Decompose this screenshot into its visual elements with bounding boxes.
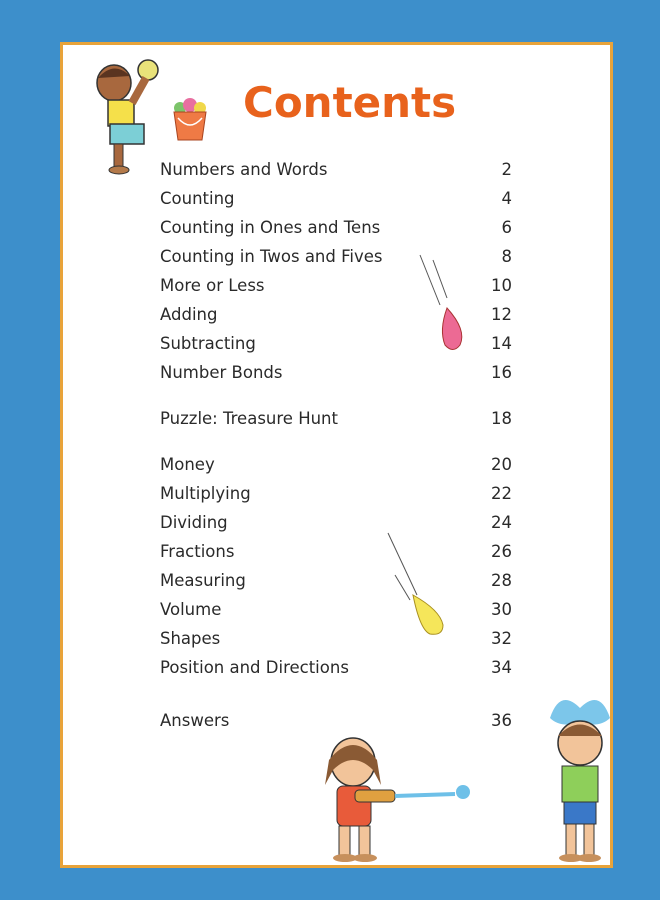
entry-title: Numbers and Words xyxy=(160,159,328,179)
splashed-boy-illustration xyxy=(540,688,620,866)
entry-title: Fractions xyxy=(160,541,235,561)
entry-title: Counting xyxy=(160,188,235,208)
entry-page-number: 18 xyxy=(491,408,512,428)
contents-entry xyxy=(160,655,512,679)
bucket-of-balloons-icon xyxy=(170,96,210,142)
entry-page-number: 28 xyxy=(491,570,512,590)
entry-page-number: 8 xyxy=(501,246,512,266)
entry-title: Counting in Ones and Tens xyxy=(160,217,381,237)
entry-title: Multiplying xyxy=(160,483,251,503)
contents-entry xyxy=(160,708,512,732)
entry-title: Number Bonds xyxy=(160,362,283,382)
contents-entry xyxy=(160,452,512,476)
entry-page-number: 4 xyxy=(501,188,512,208)
entry-page-number: 2 xyxy=(501,159,512,179)
contents-entry xyxy=(160,360,512,384)
entry-title: More or Less xyxy=(160,275,265,295)
entry-page-number: 32 xyxy=(491,628,512,648)
entry-title: Shapes xyxy=(160,628,221,648)
entry-title: Money xyxy=(160,454,215,474)
contents-entry xyxy=(160,510,512,534)
entry-page-number: 10 xyxy=(491,275,512,295)
contents-entry xyxy=(160,539,512,563)
girl-with-water-gun-illustration xyxy=(315,730,480,865)
entry-page-number: 26 xyxy=(491,541,512,561)
contents-entry xyxy=(160,406,512,430)
entry-page-number: 12 xyxy=(491,304,512,324)
entry-title: Position and Directions xyxy=(160,657,349,677)
entry-page-number: 34 xyxy=(491,657,512,677)
contents-entry xyxy=(160,568,512,592)
page-title: Contents xyxy=(243,78,457,127)
entry-title: Subtracting xyxy=(160,333,256,353)
entry-page-number: 6 xyxy=(501,217,512,237)
pink-water-balloon-icon xyxy=(415,250,475,355)
entry-page-number: 30 xyxy=(491,599,512,619)
entry-title: Dividing xyxy=(160,512,228,532)
entry-page-number: 24 xyxy=(491,512,512,532)
contents-entry xyxy=(160,481,512,505)
entry-page-number: 16 xyxy=(491,362,512,382)
entry-page-number: 36 xyxy=(491,710,512,730)
contents-entry xyxy=(160,626,512,650)
entry-title: Counting in Twos and Fives xyxy=(160,246,383,266)
yellow-water-balloon-icon xyxy=(385,530,450,640)
entry-title: Adding xyxy=(160,304,218,324)
entry-page-number: 22 xyxy=(491,483,512,503)
contents-entry xyxy=(160,597,512,621)
entry-title: Volume xyxy=(160,599,222,619)
contents-entry xyxy=(160,186,512,210)
contents-entry xyxy=(160,157,512,181)
boy-illustration xyxy=(88,58,163,176)
entry-page-number: 20 xyxy=(491,454,512,474)
entry-title: Answers xyxy=(160,710,230,730)
contents-entry xyxy=(160,215,512,239)
entry-title: Measuring xyxy=(160,570,246,590)
entry-title: Puzzle: Treasure Hunt xyxy=(160,408,338,428)
entry-page-number: 14 xyxy=(491,333,512,353)
